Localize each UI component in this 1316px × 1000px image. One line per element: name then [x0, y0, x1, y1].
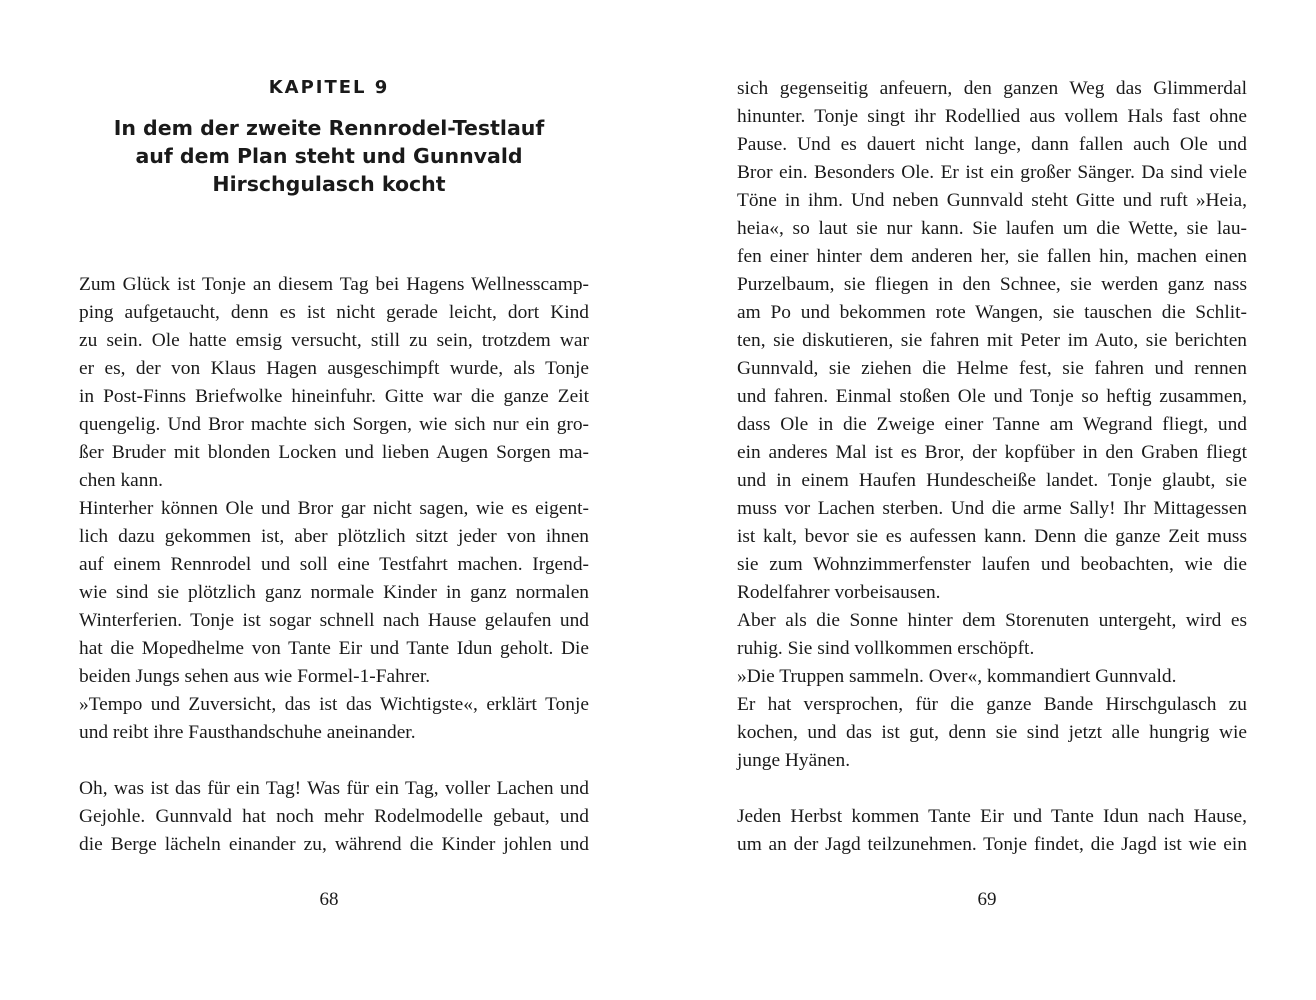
text-line: und fahren. Einmal stoßen Ole und Tonje so heftig zusammen, — [737, 386, 1247, 407]
text-line: Purzelbaum, sie fliegen in den Schnee, sie werden ganz nass — [737, 274, 1247, 295]
text-line: Bror ein. Besonders Ole. Er ist ein großer Sänger. Da sind viele — [737, 162, 1247, 183]
text-line: er es, der von Klaus Hagen ausgeschimpft wurde, als Tonje — [79, 358, 589, 379]
text-line: in Post-Finns Briefwolke hineinfuhr. Gitte war die ganze Zeit — [79, 386, 589, 407]
paragraph — [79, 775, 589, 859]
chapter-heading — [79, 74, 579, 198]
left-body-text — [79, 271, 589, 859]
paragraph — [737, 663, 1247, 691]
right-page — [658, 0, 1316, 1000]
text-line: und reibt ihre Fausthandschuhe aneinander. — [79, 722, 416, 743]
text-line: auf einem Rennrodel und soll eine Testfahrt machen. Irgend- — [79, 554, 589, 575]
text-line: Rodelfahrer vorbeisausen. — [737, 582, 941, 603]
text-line: junge Hyänen. — [737, 750, 851, 771]
text-line: ßer Bruder mit blonden Locken und lieben Augen Sorgen ma- — [79, 442, 589, 463]
text-line: lich dazu gekommen ist, aber plötzlich sitzt jeder von ihnen — [79, 526, 589, 547]
text-line: Aber als die Sonne hinter dem Storenuten untergeht, wird es — [737, 610, 1247, 631]
text-line: am Po und bekommen rote Wangen, sie tauschen die Schlit- — [737, 302, 1247, 323]
text-line: muss vor Lachen sterben. Und die arme Sally! Ihr Mittagessen — [737, 498, 1247, 519]
text-line: sich gegenseitig anfeuern, den ganzen Weg das Glimmerdal — [737, 78, 1247, 99]
text-line: Töne in ihm. Und neben Gunnvald steht Gitte und ruft »Heia, — [737, 190, 1247, 211]
text-line: und in einem Haufen Hundescheiße landet. Tonje glaubt, sie — [737, 470, 1247, 491]
text-line: chen kann. — [79, 470, 163, 491]
text-line: Winterferien. Tonje ist sogar schnell nach Hause gelaufen und — [79, 610, 589, 631]
chapter-label: KAPITEL 9 — [268, 77, 390, 98]
text-line: beiden Jungs sehen aus wie Formel-1-Fahrer. — [79, 666, 431, 687]
text-line: Pause. Und es dauert nicht lange, dann fallen auch Ole und — [737, 134, 1247, 155]
paragraph — [79, 495, 589, 691]
text-line: ruhig. Sie sind vollkommen erschöpft. — [737, 638, 1035, 659]
text-line: ist kalt, bevor sie es aufessen kann. Denn die ganze Zeit muss — [737, 526, 1247, 547]
text-line: die Berge lächeln einander zu, während die Kinder johlen und — [79, 834, 589, 855]
text-line: fen einer hinter dem anderen her, sie fallen hin, machen einen — [737, 246, 1247, 267]
paragraph — [737, 607, 1247, 663]
text-line: Hinterher können Ole und Bror gar nicht sagen, wie es eigent- — [79, 498, 589, 519]
text-line: ten, sie diskutieren, sie fahren mit Peter im Auto, sie berichten — [737, 330, 1247, 351]
text-line: Er hat versprochen, für die ganze Bande Hirschgulasch zu — [737, 694, 1247, 715]
paragraph-spacer — [79, 747, 589, 775]
chapter-title-line: In dem der zweite Rennrodel-Testlauf — [113, 116, 545, 140]
text-line: hinunter. Tonje singt ihr Rodellied aus vollem Hals fast ohne — [737, 106, 1247, 127]
text-line: »Tempo und Zuversicht, das ist das Wichtigste«, erklärt Tonje — [79, 694, 589, 715]
text-line: Zum Glück ist Tonje an diesem Tag bei Hagens Wellnesscamp- — [79, 274, 589, 295]
chapter-title-line: auf dem Plan steht und Gunnvald — [135, 144, 523, 168]
paragraph — [79, 271, 589, 495]
text-line: hat die Mopedhelme von Tante Eir und Tante Idun geholt. Die — [79, 638, 589, 659]
text-line: sie zum Wohnzimmerfenster laufen und beobachten, wie die — [737, 554, 1247, 575]
text-line: Oh, was ist das für ein Tag! Was für ein Tag, voller Lachen und — [79, 778, 589, 799]
text-line: »Die Truppen sammeln. Over«, kommandiert Gunnvald. — [737, 666, 1177, 687]
text-line: zu sein. Ole hatte emsig versucht, still zu sein, trotzdem war — [79, 330, 589, 351]
paragraph — [737, 75, 1247, 607]
page-number: 68 — [319, 889, 339, 910]
text-line: wie sind sie plötzlich ganz normale Kinder in ganz normalen — [79, 582, 589, 603]
text-line: quengelig. Und Bror machte sich Sorgen, wie sich nur ein gro- — [79, 414, 589, 435]
page-number: 69 — [977, 889, 997, 910]
text-line: ein anderes Mal ist es Bror, der kopfüber in den Graben fliegt — [737, 442, 1247, 463]
text-line: kochen, und das ist gut, denn sie sind jetzt alle hungrig wie — [737, 722, 1247, 743]
text-line: dass Ole in die Zweige einer Tanne am Wegrand fliegt, und — [737, 414, 1247, 435]
right-body-text — [737, 75, 1247, 859]
text-line: ping aufgetaucht, denn es ist nicht gerade leicht, dort Kind — [79, 302, 589, 323]
chapter-title-line: Hirschgulasch kocht — [212, 172, 446, 196]
paragraph — [737, 691, 1247, 775]
text-line: Gunnvald, sie ziehen die Helme fest, sie fahren und rennen — [737, 358, 1247, 379]
text-line: um an der Jagd teilzunehmen. Tonje findet, die Jagd ist wie ein — [737, 834, 1247, 855]
text-line: Jeden Herbst kommen Tante Eir und Tante Idun nach Hause, — [737, 806, 1247, 827]
text-line: heia«, so laut sie nur kann. Sie laufen um die Wette, sie lau- — [737, 218, 1247, 239]
text-line: Gejohle. Gunnvald hat noch mehr Rodelmodelle gebaut, und — [79, 806, 589, 827]
paragraph-spacer — [737, 775, 1247, 803]
chapter-title — [79, 114, 579, 198]
paragraph — [737, 803, 1247, 859]
paragraph — [79, 691, 589, 747]
